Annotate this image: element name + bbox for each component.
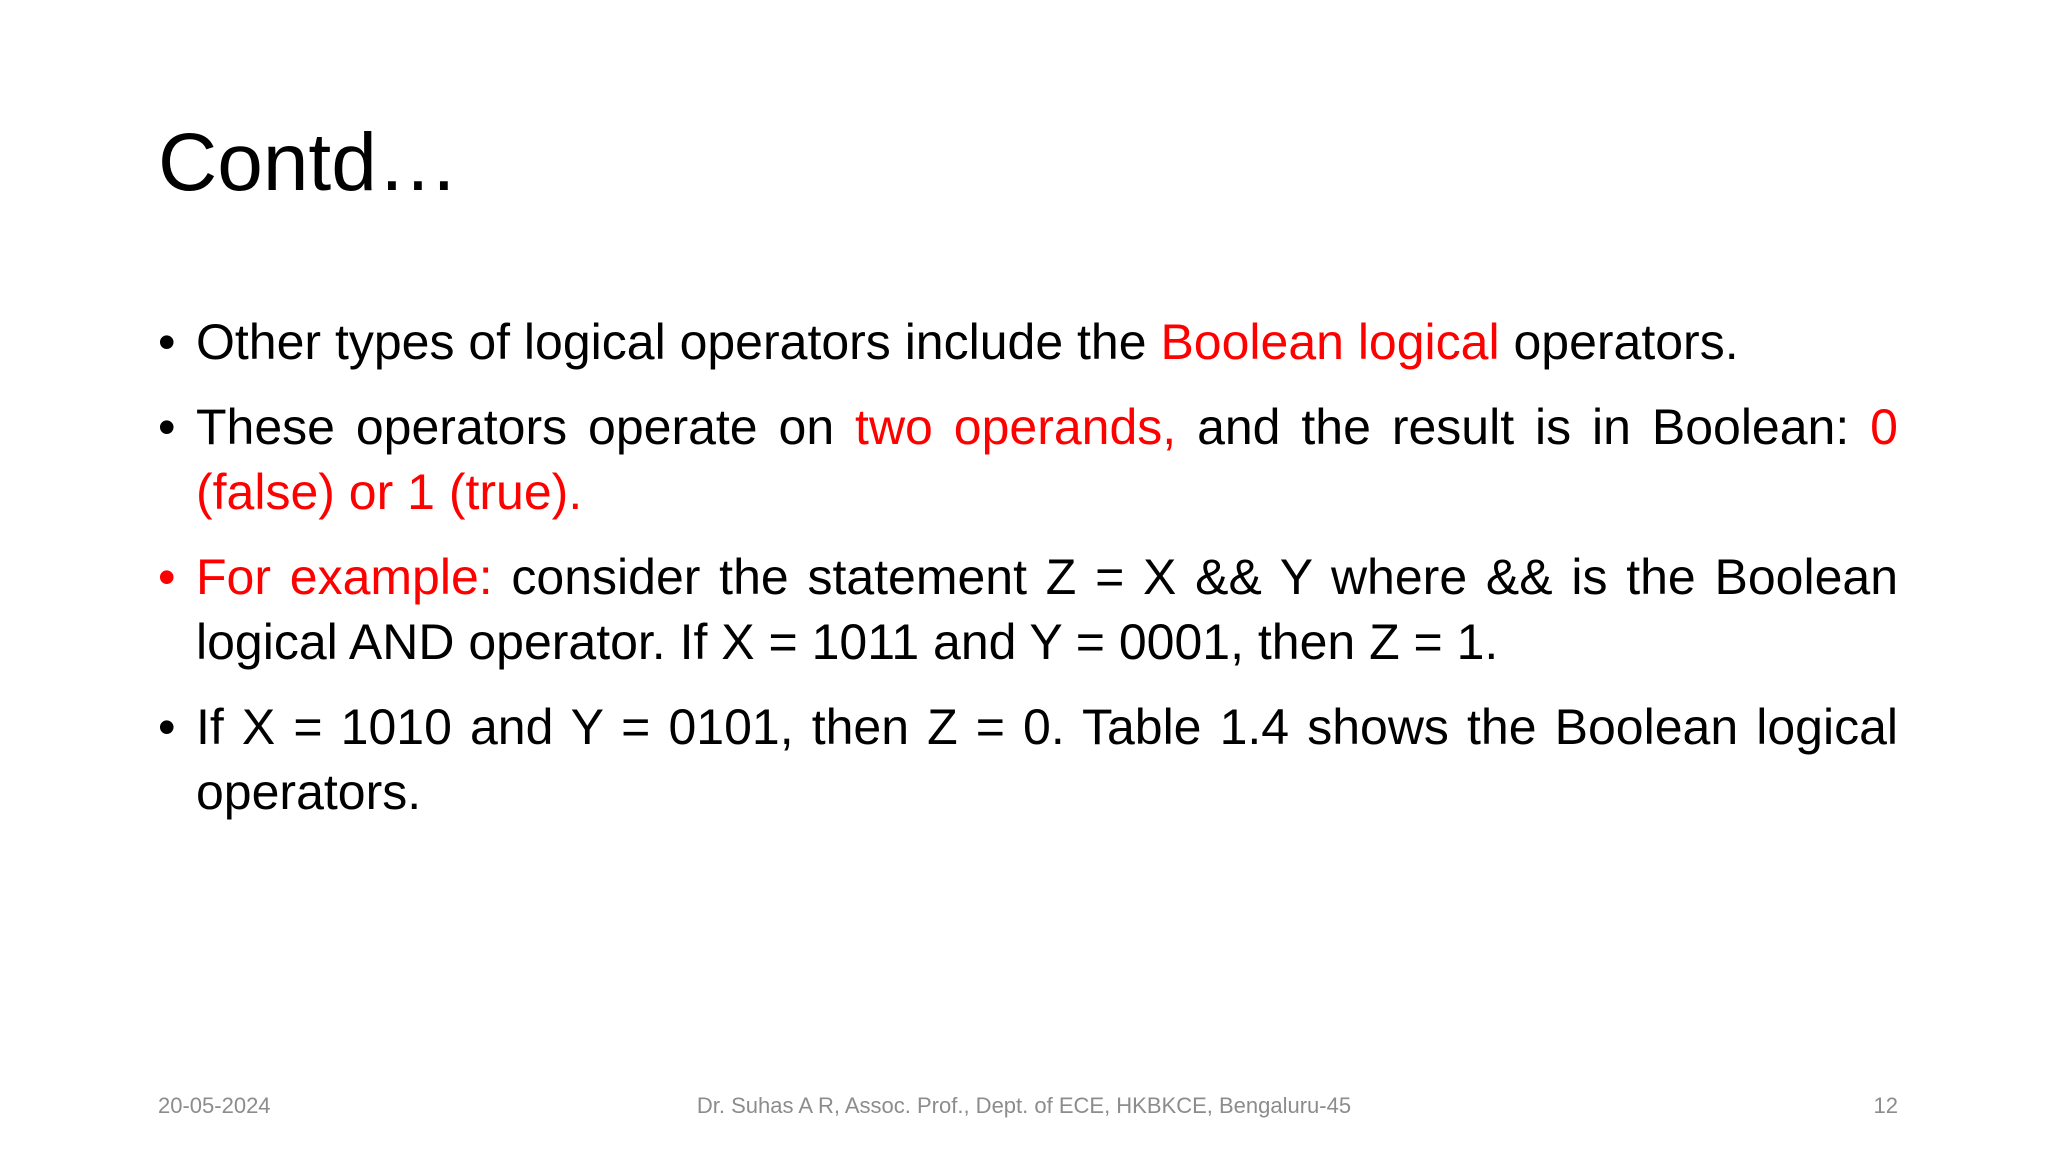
bullet-text-segment: If X = 1010 and Y = 0101, then Z = 0. Table 1.4 shows the Boolean logical operators.	[196, 699, 1898, 820]
bullet-text-segment: and the result is in Boolean:	[1176, 399, 1871, 455]
slide-title: Contd…	[158, 117, 459, 208]
footer-author: Dr. Suhas A R, Assoc. Prof., Dept. of ECE, HKBKCE, Bengaluru-45	[696, 1093, 1352, 1118]
bullet-dot: •	[158, 699, 176, 755]
page-number: 12	[1873, 1093, 1898, 1118]
bullet-text-segment: Other types of logical operators include the	[196, 314, 1161, 370]
highlighted-text-segment: For example:	[196, 549, 493, 605]
bullet-item	[158, 310, 1898, 375]
bullet-item	[158, 395, 1898, 525]
bullet-item	[158, 695, 1898, 825]
bullet-text-segment: These operators operate on	[196, 399, 856, 455]
bullet-text-segment: consider the statement Z = X && Y where && is the Boolean logical AND operator. If X = 1011 and Y = 0001, then Z = 1.	[196, 549, 1898, 670]
bullet-dot: •	[158, 399, 176, 455]
footer-date: 20-05-2024	[158, 1093, 271, 1118]
highlighted-text-segment: two operands,	[855, 399, 1177, 455]
bullet-item	[158, 545, 1898, 675]
bullet-dot: •	[158, 314, 176, 370]
bullet-list	[158, 310, 1898, 845]
bullet-dot: •	[158, 549, 176, 605]
highlighted-text-segment: 0 (false) or 1 (true).	[196, 399, 1898, 520]
bullet-text-segment: operators.	[1499, 314, 1739, 370]
highlighted-text-segment: Boolean logical	[1160, 314, 1500, 370]
